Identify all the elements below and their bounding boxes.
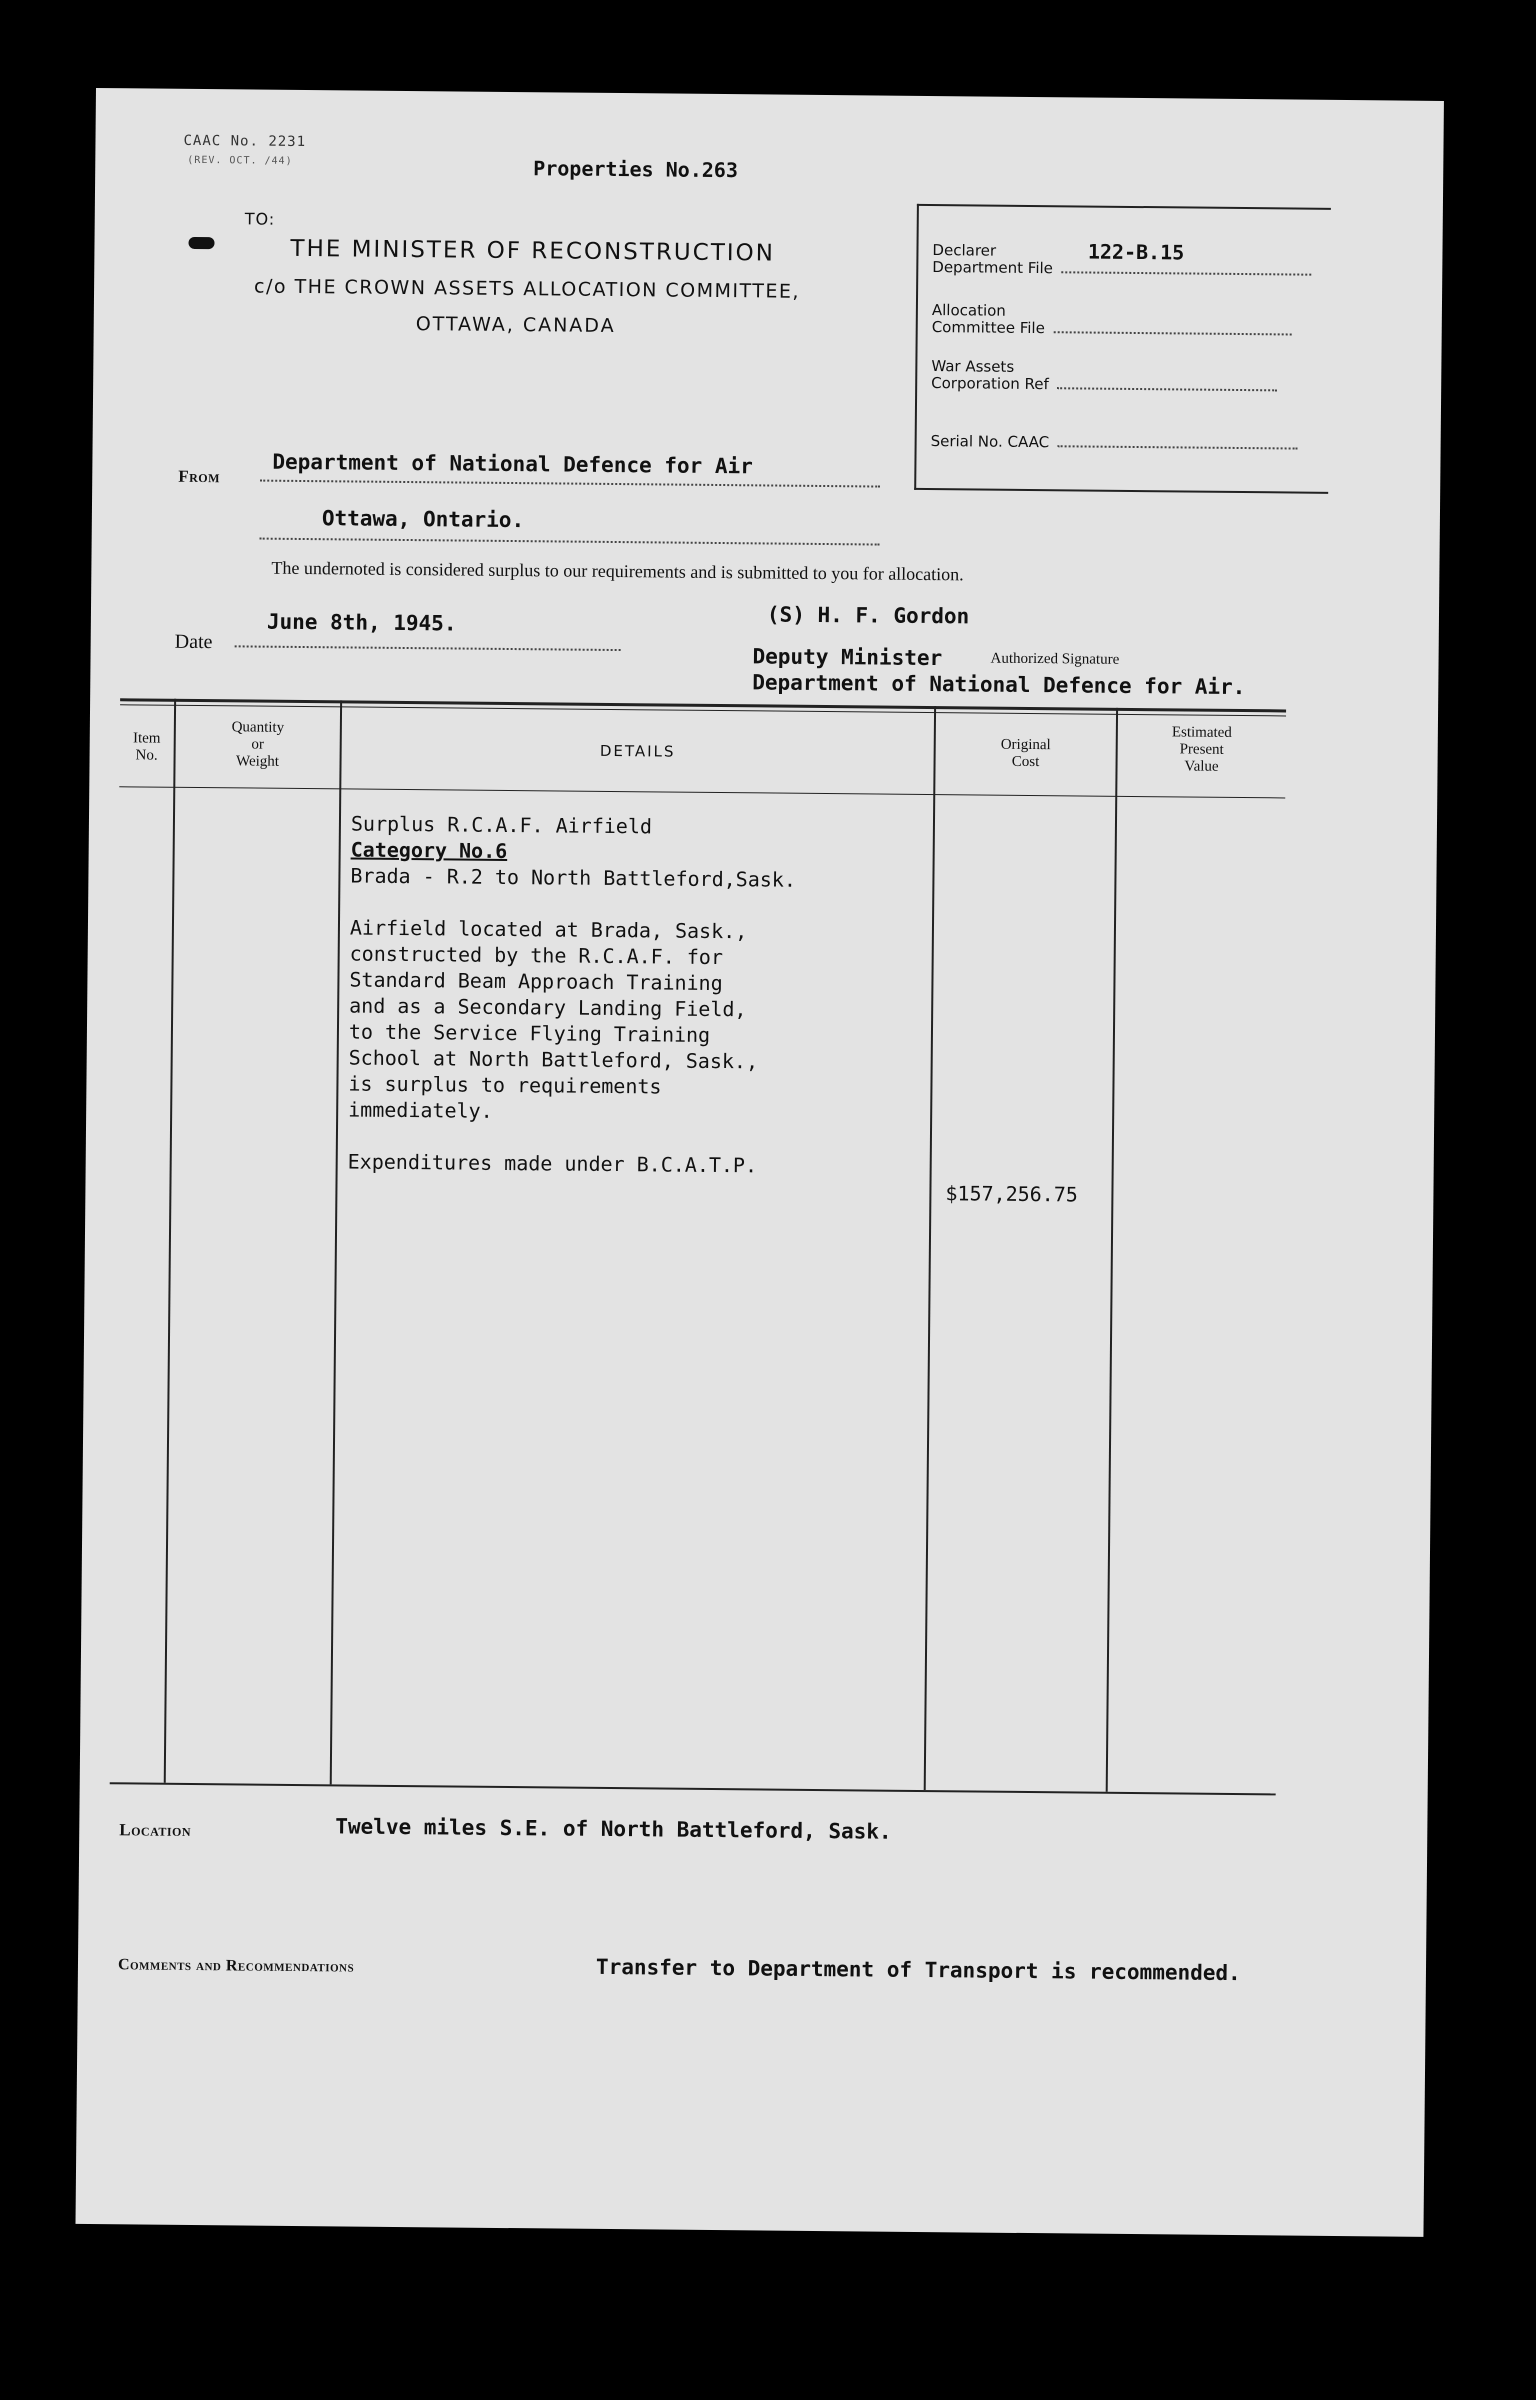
form-revision: (REV. OCT. /44) — [187, 154, 293, 167]
serial-row — [931, 432, 1321, 453]
header-item: Item No. — [132, 730, 161, 764]
details-line: is surplus to requirements — [348, 1071, 662, 1099]
table-header-rule — [119, 786, 1285, 798]
war-assets-row — [931, 374, 1321, 395]
authorized-signature-label: Authorized Signature — [990, 650, 1120, 668]
from-line-1 — [260, 449, 880, 488]
details-line: Surplus R.C.A.F. Airfield — [350, 811, 653, 839]
allocation-label-1: Allocation — [931, 301, 1006, 320]
details-line: Airfield located at Brada, Sask., — [349, 915, 748, 944]
department-file-value: 122-B.15 — [1087, 239, 1185, 265]
date-line — [235, 609, 621, 651]
col-divider-3 — [924, 706, 936, 1790]
addressee: THE MINISTER OF RECONSTRUCTION — [290, 235, 776, 267]
original-cost-value: $157,256.75 — [945, 1181, 1078, 1207]
ink-smudge — [188, 237, 214, 249]
location-label: Location — [119, 1820, 192, 1840]
location-value: Twelve miles S.E. of North Battleford, Sask. — [335, 1814, 892, 1844]
comments-value: Transfer to Department of Transport is recommended. — [595, 1954, 1241, 1986]
war-assets-line — [1058, 375, 1278, 391]
details-line: and as a Secondary Landing Field, — [349, 993, 747, 1022]
form-number: CAAC No. 2231 — [183, 132, 307, 151]
date-value: June 8th, 1945. — [266, 609, 457, 636]
col-divider-1 — [164, 699, 176, 1783]
details-line: School at North Battleford, Sask., — [348, 1045, 759, 1074]
details-text — [348, 810, 797, 1178]
details-line: to the Service Flying Training — [348, 1019, 711, 1047]
signer-title: Deputy Minister — [752, 644, 943, 671]
details-line: immediately. — [348, 1097, 493, 1123]
header-quantity: Quantity or Weight — [231, 719, 285, 770]
details-line: Brada - R.2 to North Battleford,Sask. — [350, 863, 797, 892]
details-category-line: Category No.6 — [350, 837, 508, 863]
reference-box — [914, 204, 1331, 494]
header-estimated-value: Estimated Present Value — [1171, 724, 1232, 775]
details-line: Expenditures made under B.C.A.T.P. — [347, 1149, 758, 1178]
to-label: TO: — [244, 209, 276, 229]
serial-line — [1058, 433, 1298, 449]
document-page — [75, 88, 1443, 2237]
declarer-label: Declarer — [932, 241, 997, 260]
col-divider-2 — [330, 700, 342, 1784]
details-line: Standard Beam Approach Training — [349, 967, 723, 996]
war-assets-label-1: War Assets — [931, 357, 1015, 376]
care-of-line: c/o THE CROWN ASSETS ALLOCATION COMMITTEE, — [253, 275, 801, 303]
from-value: Department of National Defence for Air — [272, 449, 753, 479]
signer-department: Department of National Defence for Air. — [752, 670, 1246, 700]
table-bottom-rule — [110, 1782, 1276, 1795]
war-assets-label-2: Corporation Ref — [931, 374, 1049, 394]
city-line: OTTAWA, CANADA — [415, 313, 616, 337]
date-label: Date — [174, 630, 213, 654]
department-file-line — [1062, 239, 1312, 275]
comments-label: Comments and Recommendations — [117, 1956, 355, 1976]
allocation-file-line — [1054, 319, 1292, 335]
serial-label: Serial No. CAAC — [930, 432, 1050, 452]
surplus-statement: The undernoted is considered surplus to our requirements and is submitted to you for allocation. — [271, 557, 964, 585]
from-city: Ottawa, Ontario. — [321, 506, 525, 533]
department-file-label: Department File — [932, 258, 1054, 278]
allocation-file-label: Committee File — [931, 318, 1045, 338]
details-line: constructed by the R.C.A.F. for — [349, 941, 724, 970]
from-line-2 — [260, 506, 880, 546]
header-details: DETAILS — [599, 741, 676, 761]
header-original-cost: Original Cost — [1000, 736, 1051, 771]
col-divider-4 — [1106, 708, 1118, 1792]
allocation-file-row — [932, 318, 1322, 339]
from-label: From — [178, 466, 221, 487]
properties-number: Properties No.263 — [533, 156, 739, 183]
signature-name: (S) H. F. Gordon — [766, 602, 970, 629]
